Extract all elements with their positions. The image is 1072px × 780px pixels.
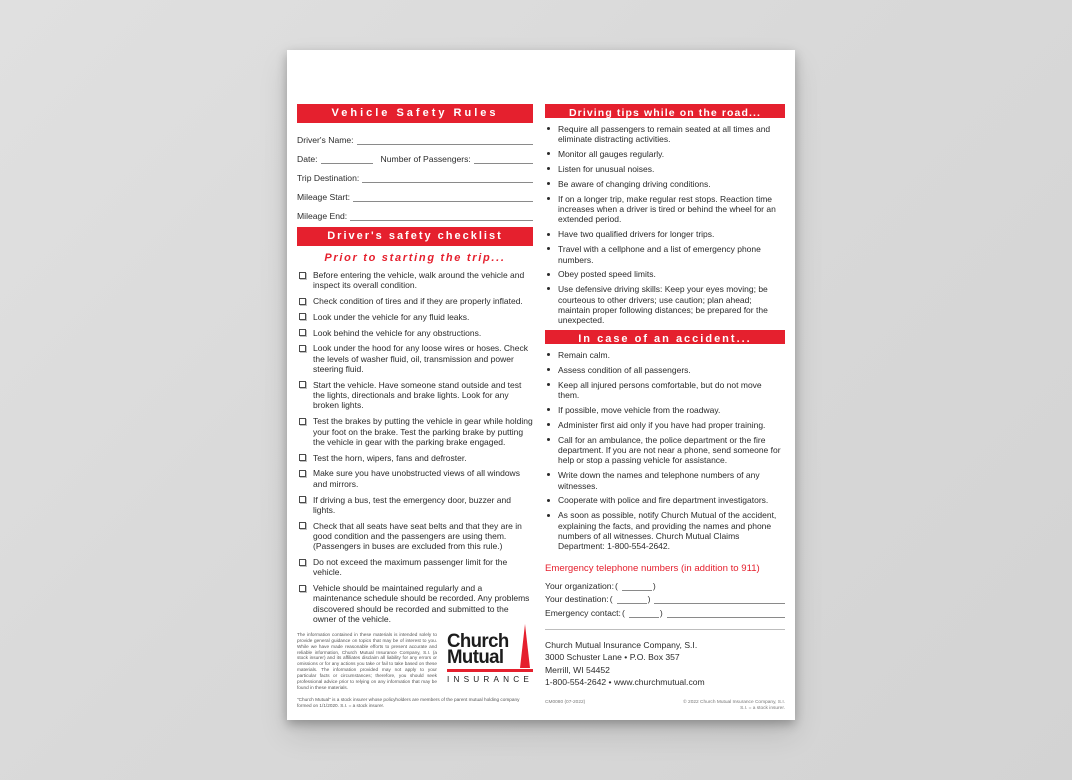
logo-word-church: Church — [447, 630, 509, 652]
destination-blank-line — [654, 593, 785, 604]
copyright-line-1: © 2022 Church Mutual Insurance Company, S.I. — [683, 700, 785, 705]
driver-name-row — [297, 128, 533, 145]
mileage-end-blank-line — [350, 210, 533, 221]
checkbox-icon — [299, 345, 306, 352]
item-text: Remain calm. — [558, 350, 610, 361]
accident-banner: In case of an accident... — [545, 330, 785, 344]
accident-step-item — [545, 405, 785, 415]
date-label: Date: — [297, 154, 318, 164]
accident-steps-list — [545, 350, 785, 556]
vehicle-safety-rules-banner: Vehicle Safety Rules — [297, 104, 533, 123]
checkbox-icon — [299, 454, 306, 461]
bullet-icon — [547, 408, 550, 411]
item-text: Do not exceed the maximum passenger limit for the vehicle. — [313, 557, 508, 578]
logo-red-bar — [447, 669, 533, 673]
bullet-icon — [547, 152, 550, 155]
item-text: Check that all seats have seat belts and that they are in good condition and the passengers are using them. (Passengers in buses are excluded from this rule.) — [313, 520, 522, 552]
mileage-start-row — [297, 185, 533, 202]
destination-row — [545, 592, 785, 604]
logo-word-insurance: INSURANCE — [447, 675, 534, 685]
accident-step-item — [545, 365, 785, 375]
checklist-item — [297, 296, 533, 306]
item-text: Administer first aid only if you have had proper training. — [558, 419, 766, 430]
accident-step-item — [545, 350, 785, 360]
paren-open: ( — [614, 581, 618, 592]
checklist-item — [297, 380, 533, 411]
checkbox-icon — [299, 522, 306, 529]
right-column — [545, 104, 785, 712]
document-page — [287, 50, 795, 720]
emergency-contact-blank-line — [667, 607, 785, 618]
stock-insurer-note: "Church Mutual" is a stock insurer whose policyholders are members of the parent mutual holding company formed on 1/1/2020. S.I. = a stock insurer. — [297, 696, 520, 708]
trip-destination-label: Trip Destination: — [297, 173, 360, 183]
mileage-end-label: Mileage End: — [297, 211, 348, 221]
bullet-icon — [547, 473, 550, 476]
drivers-safety-checklist-banner: Driver's safety checklist — [297, 227, 533, 246]
item-text: Obey posted speed limits. — [558, 269, 656, 280]
checkbox-icon — [299, 272, 306, 279]
bullet-icon — [547, 383, 550, 386]
item-text: Have two qualified drivers for longer trips. — [558, 229, 715, 240]
driver-name-label: Driver's Name: — [297, 135, 354, 145]
accident-step-item — [545, 380, 785, 401]
bullet-icon — [547, 353, 550, 356]
company-city: Merrill, WI 54452 — [545, 664, 610, 675]
item-text: Call for an ambulance, the police department or the fire department. If you are not near a phone, send someone for help or stop a passing vehicle for assistance. — [558, 434, 781, 466]
checklist-item — [297, 328, 533, 338]
mileage-start-label: Mileage Start: — [297, 192, 351, 202]
accident-step-item — [545, 510, 785, 551]
destination-label: Your destination: — [545, 594, 609, 605]
checkbox-icon — [299, 418, 306, 425]
item-text: Require all passengers to remain seated at all times and eliminate distracting activities. — [558, 123, 771, 145]
bullet-icon — [547, 438, 550, 441]
bullet-icon — [547, 499, 550, 502]
item-text: Be aware of changing driving conditions. — [558, 178, 711, 189]
checkbox-icon — [299, 298, 306, 305]
bullet-icon — [547, 197, 550, 200]
accident-step-item — [545, 420, 785, 430]
item-text: Assess condition of all passengers. — [558, 364, 691, 375]
pre-trip-checklist — [297, 270, 533, 630]
item-text: Check condition of tires and if they are properly inflated. — [313, 296, 523, 307]
left-column — [297, 104, 533, 712]
checklist-item — [297, 416, 533, 447]
item-text: As soon as possible, notify Church Mutual of the accident, explaining the facts, and providing the names and phone numbers of all witnesses. Church Mutual Claims Department: 1-800-554-2642. — [558, 510, 777, 552]
checklist-item — [297, 453, 533, 463]
item-text: If on a longer trip, make regular rest stops. Reaction time increases when a driver is tired or behind the wheel for an extended period. — [558, 193, 776, 225]
trip-info-form — [297, 128, 533, 223]
bullet-icon — [547, 287, 550, 290]
driving-tip-item — [545, 229, 785, 239]
mileage-start-blank-line — [353, 191, 533, 202]
item-text: Use defensive driving skills: Keep your eyes moving; be courteous to other drivers; use caution; plan ahead; maintain proper following distances; be prepared for the unexpected. — [558, 284, 768, 326]
item-text: Look under the vehicle for any fluid leaks. — [313, 311, 470, 322]
item-text: Look under the hood for any loose wires or hoses. Check the levels of washer fluid, oil, transmission and power steering fluid. — [313, 343, 528, 375]
accident-step-item — [545, 495, 785, 505]
checklist-item — [297, 468, 533, 489]
emergency-contact-row — [545, 605, 785, 617]
item-text: Write down the names and telephone numbers of any witnesses. — [558, 470, 760, 491]
item-text: Start the vehicle. Have someone stand outside and test the lights, directionals and brake lights. Look for any broken lights. — [313, 379, 522, 411]
bullet-icon — [547, 514, 550, 517]
item-text: Make sure you have unobstructed views of all windows and mirrors. — [313, 468, 520, 489]
footer-divider — [545, 629, 785, 630]
bullet-icon — [547, 368, 550, 371]
checklist-item — [297, 343, 533, 374]
driving-tips-list — [545, 124, 785, 330]
organization-label: Your organization: — [545, 581, 614, 592]
item-text: Test the brakes by putting the vehicle in gear while holding your foot on the brake. Test the parking brake by putting the vehicle in gear with the parking brake engaged. — [313, 416, 533, 447]
driving-tip-item — [545, 244, 785, 265]
item-text: Before entering the vehicle, walk around the vehicle and inspect its overall condition. — [313, 270, 525, 291]
passengers-label: Number of Passengers: — [380, 154, 471, 164]
emergency-contact-phone-blank-line — [629, 607, 659, 618]
driving-tip-item — [545, 194, 785, 225]
item-text: Listen for unusual noises. — [558, 164, 655, 175]
company-street: 3000 Schuster Lane • P.O. Box 357 — [545, 652, 680, 663]
logo-wordmark — [447, 630, 533, 669]
driving-tip-item — [545, 179, 785, 189]
footer-meta-row — [545, 700, 785, 712]
company-address-block — [545, 639, 785, 689]
bullet-icon — [547, 273, 550, 276]
destination-phone-blank-line — [617, 593, 647, 604]
paren-open: ( — [609, 594, 613, 605]
church-mutual-logo — [447, 630, 534, 685]
bullet-icon — [547, 127, 550, 130]
organization-row — [545, 579, 785, 591]
emergency-contact-label: Emergency contact: — [545, 607, 621, 618]
item-text: If driving a bus, test the emergency door, buzzer and lights. — [313, 494, 511, 515]
checkbox-icon — [299, 559, 306, 566]
driving-tip-item — [545, 269, 785, 279]
prior-to-trip-subheading: Prior to starting the trip... — [324, 252, 506, 264]
item-text: Cooperate with police and fire department investigators. — [558, 495, 769, 506]
form-code: CM0080 (07-2022) — [545, 700, 586, 705]
mileage-end-row — [297, 204, 533, 221]
item-text: Travel with a cellphone and a list of emergency phone numbers. — [558, 244, 761, 265]
checkbox-icon — [299, 585, 306, 592]
item-text: Vehicle should be maintained regularly and a maintenance schedule should be recorded. Any problems discovered should be recorded and submitted to the owner of the vehicle. — [313, 583, 530, 625]
date-passengers-row — [297, 147, 533, 164]
item-text: Keep all injured persons comfortable, but do not move them. — [558, 379, 762, 401]
item-text: Test the horn, wipers, fans and defroster. — [313, 452, 467, 463]
checkbox-icon — [299, 329, 306, 336]
copyright-line-2: S.I. = a stock insurer. — [740, 706, 785, 711]
legal-disclaimer: The information contained in these materials is intended solely to provide general guidance on topics that may be of interest to you. While we have made reasonable efforts to present accurate and reliable information, Church Mutual Insurance Company, S.I. (a stock insurer) and its affiliates disclaim all liability for any errors or omissions or for any actions you take or fail to take based on these materials. The information provided may not apply to your particular facts or circumstances; therefore, you should seek professional advice prior to relying on any information that may be found in these materials. — [297, 631, 437, 690]
bullet-icon — [547, 247, 550, 250]
bullet-icon — [547, 233, 550, 236]
legal-and-logo-row — [297, 632, 533, 691]
bullet-icon — [547, 423, 550, 426]
logo-word-mutual: Mutual — [447, 647, 504, 669]
item-text: Monitor all gauges regularly. — [558, 149, 665, 160]
company-contact: 1-800-554-2642 • www.churchmutual.com — [545, 677, 705, 688]
emergency-numbers-heading: Emergency telephone numbers (in addition to 911) — [545, 563, 760, 575]
driving-tip-item — [545, 124, 785, 145]
checkbox-icon — [299, 381, 306, 388]
passengers-blank-line — [474, 153, 533, 164]
paren-open: ( — [621, 607, 625, 618]
bullet-icon — [547, 182, 550, 185]
paren-close: ) — [652, 581, 656, 592]
driving-tip-item — [545, 149, 785, 159]
driver-name-blank-line — [357, 134, 533, 145]
checklist-item — [297, 495, 533, 516]
organization-blank-line — [622, 580, 652, 591]
item-text: Look behind the vehicle for any obstructions. — [313, 327, 482, 338]
copyright-notice — [683, 700, 785, 712]
driving-tip-item — [545, 164, 785, 174]
checklist-item — [297, 521, 533, 552]
paren-close: ) — [659, 607, 663, 618]
trip-destination-blank-line — [362, 172, 533, 183]
checklist-item — [297, 557, 533, 578]
paren-close: ) — [647, 594, 651, 605]
accident-step-item — [545, 470, 785, 491]
item-text: If possible, move vehicle from the roadway. — [558, 405, 721, 416]
driving-tips-banner: Driving tips while on the road... — [545, 104, 785, 118]
bullet-icon — [547, 167, 550, 170]
driving-tip-item — [545, 284, 785, 325]
trip-destination-row — [297, 166, 533, 183]
checkbox-icon — [299, 470, 306, 477]
company-name: Church Mutual Insurance Company, S.I. — [545, 639, 698, 650]
checkbox-icon — [299, 313, 306, 320]
checkbox-icon — [299, 496, 306, 503]
accident-step-item — [545, 435, 785, 466]
checklist-item — [297, 583, 533, 624]
date-blank-line — [321, 153, 373, 164]
checklist-item — [297, 312, 533, 322]
checklist-item — [297, 270, 533, 291]
